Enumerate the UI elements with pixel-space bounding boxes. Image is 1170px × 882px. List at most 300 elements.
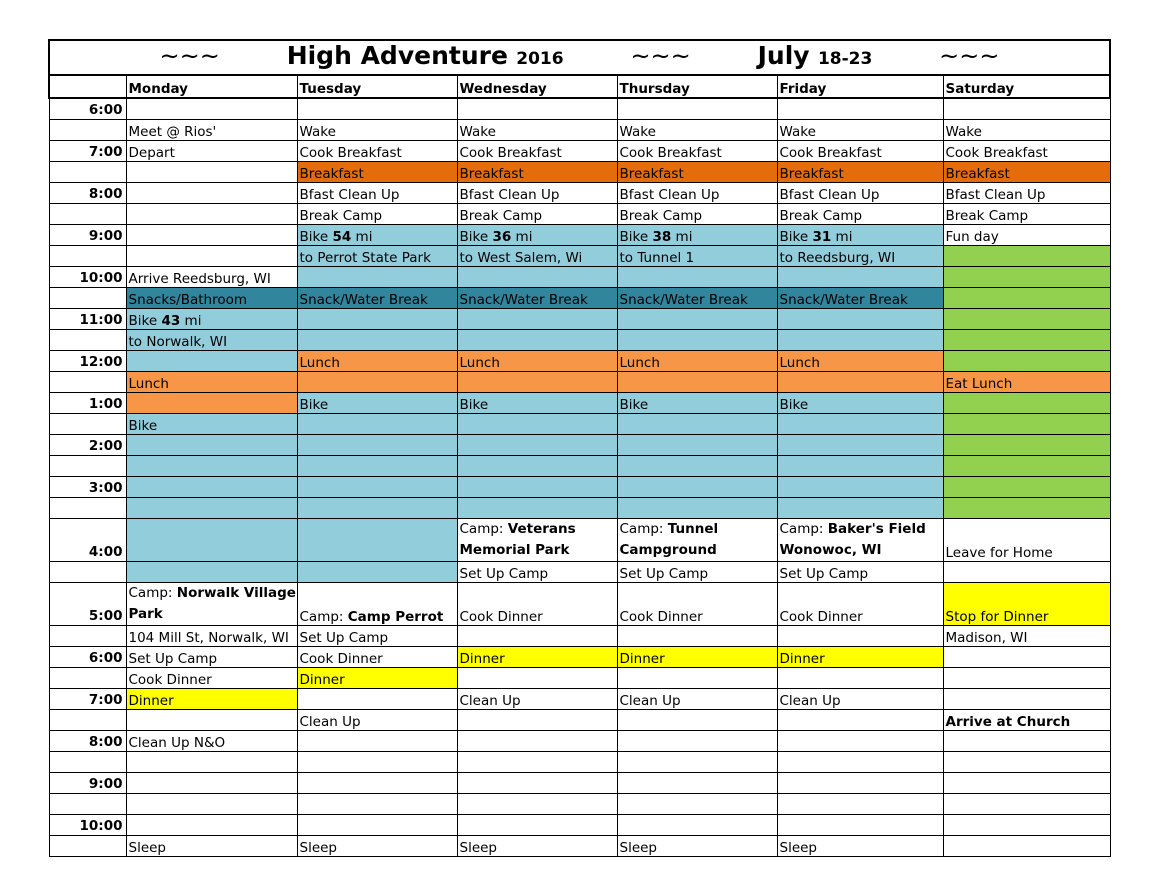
schedule-cell: Clean Up N&O (126, 730, 297, 751)
schedule-cell (297, 688, 457, 709)
schedule-cell: Stop for Dinner (943, 582, 1110, 625)
schedule-cell: to West Salem, Wi (457, 245, 617, 266)
schedule-row (49, 287, 1110, 308)
schedule-cell: Madison, WI (943, 625, 1110, 646)
time-label: 11:00 (49, 308, 126, 329)
schedule-cell (777, 772, 943, 793)
time-label (49, 329, 126, 350)
schedule-cell (617, 224, 777, 245)
schedule-cell: Cook Breakfast (457, 140, 617, 161)
schedule-cell: Breakfast (457, 161, 617, 182)
schedule-cell (617, 413, 777, 434)
miles-value: 36 (492, 228, 512, 245)
schedule-cell (943, 392, 1110, 413)
schedule-cell (943, 434, 1110, 455)
schedule-cell (777, 667, 943, 688)
schedule-cell (457, 413, 617, 434)
time-label (49, 119, 126, 140)
time-label: 4:00 (49, 518, 126, 561)
schedule-cell (457, 329, 617, 350)
schedule-cell (457, 518, 617, 561)
time-label: 6:00 (49, 98, 126, 119)
schedule-row (49, 350, 1110, 371)
schedule-cell: Lunch (457, 350, 617, 371)
schedule-row (49, 161, 1110, 182)
camp-name: Veterans Memorial Park (459, 520, 576, 558)
schedule-cell (777, 793, 943, 814)
schedule-cell: Lunch (777, 350, 943, 371)
schedule-cell (126, 98, 297, 119)
schedule-cell: Breakfast (617, 161, 777, 182)
title-year: 2016 (516, 49, 564, 69)
miles-value: 38 (652, 228, 672, 245)
schedule-cell (457, 709, 617, 730)
title-month: July (757, 41, 810, 70)
corner-cell (49, 75, 126, 98)
schedule-row (49, 497, 1110, 518)
schedule-cell: Snacks/Bathroom (126, 287, 297, 308)
schedule-cell (943, 688, 1110, 709)
schedule-cell (777, 455, 943, 476)
schedule-row (49, 667, 1110, 688)
schedule-cell (297, 561, 457, 582)
schedule-cell (943, 751, 1110, 772)
schedule-cell (943, 308, 1110, 329)
schedule-cell: Set Up Camp (777, 561, 943, 582)
schedule-cell: Cook Breakfast (297, 140, 457, 161)
schedule-cell (297, 518, 457, 561)
time-label: 6:00 (49, 646, 126, 667)
schedule-cell (457, 476, 617, 497)
camp-label: Camp: (619, 520, 664, 537)
schedule-cell: Breakfast (943, 161, 1110, 182)
schedule-cell (617, 329, 777, 350)
time-label (49, 835, 126, 856)
schedule-cell (617, 772, 777, 793)
schedule-cell: Lunch (617, 350, 777, 371)
schedule-cell (297, 308, 457, 329)
miles-value: 31 (812, 228, 832, 245)
schedule-cell: Wake (457, 119, 617, 140)
schedule-cell: Break Camp (457, 203, 617, 224)
bike-label: Bike (459, 228, 489, 245)
schedule-cell (457, 772, 617, 793)
schedule-cell: to Tunnel 1 (617, 245, 777, 266)
schedule-cell (943, 287, 1110, 308)
schedule-cell (126, 203, 297, 224)
schedule-cell (617, 371, 777, 392)
schedule-cell (297, 497, 457, 518)
schedule-cell: Dinner (777, 646, 943, 667)
schedule-cell (777, 224, 943, 245)
schedule-cell (943, 455, 1110, 476)
schedule-cell (126, 161, 297, 182)
schedule-cell (617, 625, 777, 646)
schedule-cell: Cook Breakfast (617, 140, 777, 161)
schedule-cell (617, 518, 777, 561)
schedule-cell: Wake (777, 119, 943, 140)
schedule-row (49, 392, 1110, 413)
schedule-cell (943, 793, 1110, 814)
schedule-cell: Set Up Camp (297, 625, 457, 646)
schedule-cell (943, 98, 1110, 119)
schedule-cell (457, 308, 617, 329)
schedule-row (49, 308, 1110, 329)
schedule-cell (126, 497, 297, 518)
schedule-cell (617, 667, 777, 688)
schedule-cell (777, 476, 943, 497)
schedule-cell: Set Up Camp (126, 646, 297, 667)
schedule-cell (457, 98, 617, 119)
schedule-cell (457, 751, 617, 772)
time-label (49, 455, 126, 476)
time-label: 7:00 (49, 140, 126, 161)
schedule-cell (126, 476, 297, 497)
miles-unit: mi (675, 228, 693, 245)
schedule-cell: Break Camp (297, 203, 457, 224)
schedule-cell: Snack/Water Break (777, 287, 943, 308)
schedule-row (49, 625, 1110, 646)
schedule-cell (126, 392, 297, 413)
time-label (49, 561, 126, 582)
schedule-cell: Sleep (617, 835, 777, 856)
time-label: 8:00 (49, 730, 126, 751)
schedule-cell (126, 182, 297, 203)
schedule-cell (297, 371, 457, 392)
schedule-cell (777, 434, 943, 455)
schedule-row (49, 182, 1110, 203)
schedule-row (49, 413, 1110, 434)
bike-label: Bike (299, 228, 329, 245)
time-label: 10:00 (49, 814, 126, 835)
time-label: 8:00 (49, 182, 126, 203)
schedule-cell (617, 709, 777, 730)
schedule-cell (457, 625, 617, 646)
time-label: 9:00 (49, 224, 126, 245)
time-label: 7:00 (49, 688, 126, 709)
schedule-cell (457, 497, 617, 518)
schedule-cell (943, 350, 1110, 371)
schedule-cell (126, 350, 297, 371)
schedule-cell: Bfast Clean Up (617, 182, 777, 203)
schedule-cell (457, 371, 617, 392)
schedule-cell: Snack/Water Break (297, 287, 457, 308)
schedule-cell: Break Camp (943, 203, 1110, 224)
time-label (49, 667, 126, 688)
schedule-row (49, 203, 1110, 224)
schedule-cell (297, 772, 457, 793)
day-header-row (49, 75, 1110, 98)
day-header-thursday: Thursday (617, 75, 777, 98)
schedule-cell (126, 709, 297, 730)
schedule-cell (617, 434, 777, 455)
schedule-cell: Cook Dinner (777, 582, 943, 625)
schedule-row (49, 751, 1110, 772)
schedule-cell: Sleep (457, 835, 617, 856)
schedule-cell (457, 793, 617, 814)
schedule-cell (943, 835, 1110, 856)
day-header-wednesday: Wednesday (457, 75, 617, 98)
schedule-cell (457, 434, 617, 455)
schedule-cell: Meet @ Rios' (126, 119, 297, 140)
bike-label: Bike (128, 312, 158, 329)
schedule-cell (126, 814, 297, 835)
schedule-row (49, 646, 1110, 667)
schedule-cell (297, 98, 457, 119)
time-label: 12:00 (49, 350, 126, 371)
schedule-row (49, 835, 1110, 856)
schedule-cell: Dinner (297, 667, 457, 688)
schedule-cell (777, 518, 943, 561)
title-tilde-left: ~~~ (159, 42, 220, 70)
schedule-cell (777, 814, 943, 835)
camp-label: Camp: (128, 584, 173, 601)
schedule-cell (617, 266, 777, 287)
schedule-cell (943, 814, 1110, 835)
schedule-cell (777, 751, 943, 772)
schedule-title (49, 40, 1110, 75)
schedule-cell (126, 518, 297, 561)
schedule-cell (297, 582, 457, 625)
camp-name: Baker's Field Wonowoc, WI (779, 520, 926, 558)
schedule-cell: Bfast Clean Up (457, 182, 617, 203)
schedule-cell (617, 814, 777, 835)
schedule-cell: Dinner (617, 646, 777, 667)
time-label: 10:00 (49, 266, 126, 287)
schedule-row (49, 582, 1110, 625)
schedule-cell: Clean Up (777, 688, 943, 709)
schedule-cell (617, 476, 777, 497)
schedule-row (49, 119, 1110, 140)
schedule-cell: Bike (777, 392, 943, 413)
schedule-cell (777, 497, 943, 518)
schedule-table (48, 39, 1111, 857)
schedule-cell (943, 476, 1110, 497)
schedule-cell (617, 730, 777, 751)
time-label (49, 371, 126, 392)
camp-name: Camp Perrot (347, 608, 444, 625)
schedule-cell (777, 266, 943, 287)
schedule-cell (617, 308, 777, 329)
schedule-cell: Wake (617, 119, 777, 140)
schedule-cell: Cook Dinner (126, 667, 297, 688)
schedule-row (49, 476, 1110, 497)
schedule-cell (457, 814, 617, 835)
schedule-cell: Lunch (297, 350, 457, 371)
schedule-cell: Leave for Home (943, 518, 1110, 561)
schedule-row (49, 730, 1110, 751)
schedule-cell (297, 476, 457, 497)
schedule-cell: Lunch (126, 371, 297, 392)
schedule-cell: Set Up Camp (457, 561, 617, 582)
schedule-cell (126, 245, 297, 266)
schedule-cell (126, 793, 297, 814)
schedule-cell (943, 561, 1110, 582)
time-label (49, 287, 126, 308)
schedule-cell (297, 413, 457, 434)
schedule-row (49, 434, 1110, 455)
schedule-cell (777, 709, 943, 730)
time-label: 2:00 (49, 434, 126, 455)
schedule-cell (617, 793, 777, 814)
schedule-cell: Breakfast (777, 161, 943, 182)
camp-name: Norwalk Village Park (128, 584, 296, 622)
time-label: 9:00 (49, 772, 126, 793)
day-header-tuesday: Tuesday (297, 75, 457, 98)
schedule-cell (297, 793, 457, 814)
schedule-cell (297, 266, 457, 287)
schedule-cell: Bfast Clean Up (297, 182, 457, 203)
schedule-cell (617, 497, 777, 518)
schedule-cell: to Perrot State Park (297, 245, 457, 266)
schedule-cell: to Norwalk, WI (126, 329, 297, 350)
schedule-cell (777, 308, 943, 329)
schedule-cell: Set Up Camp (617, 561, 777, 582)
schedule-cell: Breakfast (297, 161, 457, 182)
schedule-cell (126, 308, 297, 329)
time-label (49, 709, 126, 730)
schedule-cell: Bike (297, 392, 457, 413)
schedule-row (49, 772, 1110, 793)
schedule-cell (126, 434, 297, 455)
schedule-cell (297, 455, 457, 476)
time-label: 5:00 (49, 582, 126, 625)
schedule-cell: 104 Mill St, Norwalk, WI (126, 625, 297, 646)
schedule-cell (126, 224, 297, 245)
bike-label: Bike (619, 228, 649, 245)
schedule-cell: Sleep (297, 835, 457, 856)
schedule-row (49, 266, 1110, 287)
schedule-cell: Wake (297, 119, 457, 140)
schedule-cell: Bike (457, 392, 617, 413)
schedule-cell (457, 667, 617, 688)
schedule-cell: to Reedsburg, WI (777, 245, 943, 266)
miles-value: 54 (332, 228, 352, 245)
schedule-cell (297, 751, 457, 772)
schedule-cell (457, 455, 617, 476)
title-tilde-right: ~~~ (939, 42, 1000, 70)
schedule-row (49, 793, 1110, 814)
camp-name: Tunnel Campground (619, 520, 719, 558)
schedule-cell (943, 667, 1110, 688)
schedule-cell (943, 646, 1110, 667)
day-header-friday: Friday (777, 75, 943, 98)
miles-unit: mi (355, 228, 373, 245)
miles-unit: mi (184, 312, 202, 329)
camp-label: Camp: (779, 520, 824, 537)
schedule-cell: Cook Dinner (297, 646, 457, 667)
schedule-cell (777, 625, 943, 646)
schedule-row (49, 224, 1110, 245)
miles-value: 43 (161, 312, 181, 329)
time-label (49, 161, 126, 182)
time-label (49, 751, 126, 772)
schedule-cell (457, 266, 617, 287)
schedule-cell (126, 582, 297, 625)
schedule-cell (297, 329, 457, 350)
schedule-cell: Snack/Water Break (617, 287, 777, 308)
schedule-cell: Clean Up (457, 688, 617, 709)
schedule-row (49, 140, 1110, 161)
schedule-cell (126, 751, 297, 772)
day-header-saturday: Saturday (943, 75, 1110, 98)
schedule-cell (943, 245, 1110, 266)
title-tilde-mid: ~~~ (630, 42, 691, 70)
schedule-row (49, 814, 1110, 835)
schedule-cell (777, 98, 943, 119)
schedule-cell (777, 413, 943, 434)
schedule-cell: Bfast Clean Up (777, 182, 943, 203)
schedule-cell: Bike (126, 413, 297, 434)
time-label (49, 245, 126, 266)
camp-label: Camp: (299, 608, 344, 625)
time-label: 3:00 (49, 476, 126, 497)
schedule-cell (943, 329, 1110, 350)
time-label (49, 203, 126, 224)
schedule-cell (617, 751, 777, 772)
schedule-cell: Bike (617, 392, 777, 413)
schedule-row (49, 561, 1110, 582)
schedule-cell: Depart (126, 140, 297, 161)
schedule-cell (943, 730, 1110, 751)
schedule-cell (617, 455, 777, 476)
schedule-cell: Cook Breakfast (943, 140, 1110, 161)
schedule-cell (457, 224, 617, 245)
schedule-cell (126, 772, 297, 793)
schedule-cell: Cook Breakfast (777, 140, 943, 161)
title-row (49, 40, 1110, 75)
schedule-cell: Break Camp (777, 203, 943, 224)
schedule-row (49, 371, 1110, 392)
schedule-row (49, 455, 1110, 476)
schedule-cell: Sleep (126, 835, 297, 856)
schedule-cell (297, 730, 457, 751)
schedule-cell (943, 413, 1110, 434)
miles-unit: mi (515, 228, 533, 245)
schedule-cell: Fun day (943, 224, 1110, 245)
schedule-cell: Arrive at Church (943, 709, 1110, 730)
time-label (49, 793, 126, 814)
schedule-row (49, 518, 1110, 561)
schedule-row (49, 709, 1110, 730)
schedule-cell (457, 730, 617, 751)
schedule-cell: Bfast Clean Up (943, 182, 1110, 203)
schedule-row (49, 98, 1110, 119)
schedule-cell: Dinner (457, 646, 617, 667)
miles-unit: mi (835, 228, 853, 245)
schedule-cell (943, 772, 1110, 793)
schedule-cell (617, 98, 777, 119)
schedule-cell (943, 497, 1110, 518)
schedule-row (49, 688, 1110, 709)
bike-label: Bike (779, 228, 809, 245)
schedule-cell (297, 224, 457, 245)
schedule-cell: Sleep (777, 835, 943, 856)
time-label (49, 497, 126, 518)
schedule-cell: Clean Up (297, 709, 457, 730)
schedule-cell: Wake (943, 119, 1110, 140)
camp-label: Camp: (459, 520, 504, 537)
schedule-cell: Cook Dinner (457, 582, 617, 625)
schedule-cell: Cook Dinner (617, 582, 777, 625)
schedule-cell (126, 561, 297, 582)
schedule-row (49, 245, 1110, 266)
schedule-cell: Snack/Water Break (457, 287, 617, 308)
schedule-cell (297, 434, 457, 455)
schedule-cell: Dinner (126, 688, 297, 709)
title-dates: 18-23 (817, 49, 873, 69)
time-label (49, 625, 126, 646)
